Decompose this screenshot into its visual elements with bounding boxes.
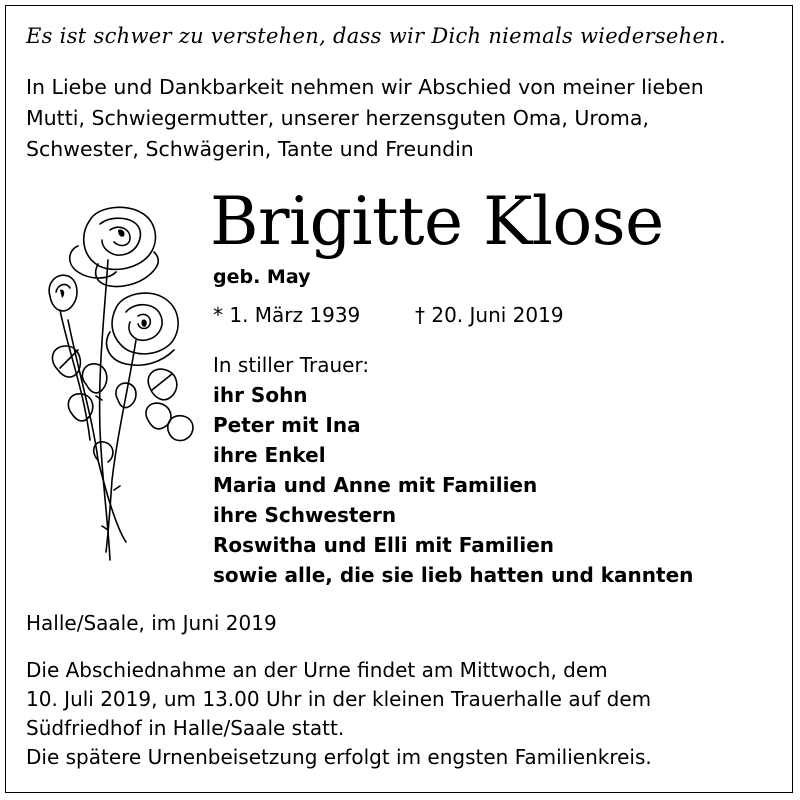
mourner-line: sowie alle, die sie lieb hatten und kannten <box>213 563 694 587</box>
funeral-notice <box>26 656 786 772</box>
notice-line: Die spätere Urnenbeisetzung erfolgt im engsten Familienkreis. <box>26 745 652 769</box>
intro-line: In Liebe und Dankbarkeit nehmen wir Abschied von meiner lieben <box>26 75 704 99</box>
intro-text <box>26 72 786 165</box>
birth-date: * 1. März 1939 <box>213 303 361 327</box>
mourner-line: Roswitha und Elli mit Familien <box>213 533 554 557</box>
mourner-line: ihre Enkel <box>213 443 326 467</box>
intro-line: Schwester, Schwägerin, Tante und Freundin <box>26 137 474 161</box>
mourner-line: Maria und Anne mit Familien <box>213 473 538 497</box>
notice-line: Südfriedhof in Halle/Saale statt. <box>26 716 345 740</box>
motto-line: Es ist schwer zu verstehen, dass wir Dich niemals wiedersehen. <box>26 24 727 48</box>
deceased-name: Brigitte Klose <box>210 183 664 260</box>
mourners-heading: In stiller Trauer: <box>213 353 370 377</box>
intro-line: Mutti, Schwiegermutter, unserer herzensguten Oma, Uroma, <box>26 106 649 130</box>
birth-name: geb. May <box>213 266 311 288</box>
rose-icon <box>38 200 198 570</box>
mourners-list <box>213 350 773 590</box>
mourner-line: Peter mit Ina <box>213 413 361 437</box>
mourner-line: ihre Schwestern <box>213 503 397 527</box>
notice-line: Die Abschiednahme an der Urne findet am Mittwoch, dem <box>26 658 608 682</box>
death-date: † 20. Juni 2019 <box>415 303 564 327</box>
place-date: Halle/Saale, im Juni 2019 <box>26 611 277 635</box>
mourner-line: ihr Sohn <box>213 383 308 407</box>
notice-line: 10. Juli 2019, um 13.00 Uhr in der kleinen Trauerhalle auf dem <box>26 687 652 711</box>
life-dates <box>213 303 733 327</box>
